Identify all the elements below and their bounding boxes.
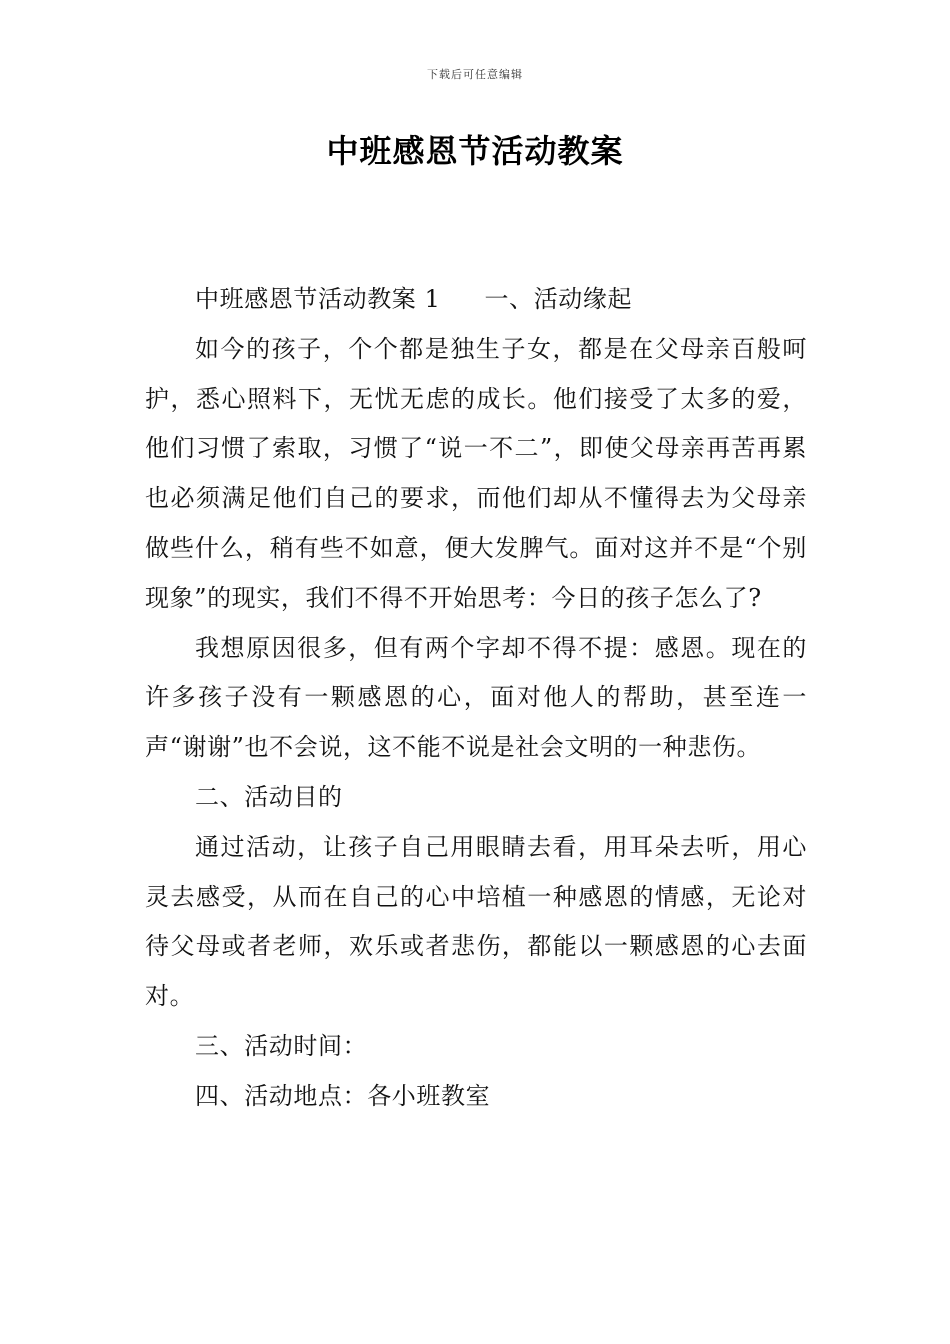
paragraph-goal: 通过活动，让孩子自己用眼睛去看，用耳朵去听，用心灵去感受，从而在自己的心中培植一种感恩的情感，无论对待父母或者老师，欢乐或者悲伤，都能以一颗感恩的心去面对。 xyxy=(145,832,807,1011)
paragraph-background: 如今的孩子，个个都是独生子女，都是在父母亲百般呵护，悉心照料下，无忧无虑的成长。他们接受了太多的爱，他们习惯了索取，习惯了“说一不二”，即使父母亲再苦再累也必须满足他们自己的要求，而他们却从不懂得去为父母亲做些什么，稍有些不如意，便大发脾气。面对这并不是“个别现象”的现实，我们不得不开始思考：今日的孩子怎么了? xyxy=(145,334,807,612)
section-heading-origin: 一、活动缘起 xyxy=(484,285,633,313)
paragraph-reason: 我想原因很多，但有两个字却不得不提：感恩。现在的许多孩子没有一颗感恩的心，面对他人的帮助，甚至连一声“谢谢”也不会说，这不能不说是社会文明的一种悲伤。 xyxy=(145,633,807,762)
section-heading-time: 三、活动时间： xyxy=(195,1031,368,1060)
document-body xyxy=(145,275,807,1122)
section-heading-goal: 二、活动目的 xyxy=(195,782,343,811)
header-note: 下载后可任意编辑 xyxy=(427,68,523,81)
lesson-plan-number: 中班感恩节活动教案 1 xyxy=(195,285,441,313)
lesson-plan-heading-line xyxy=(145,275,807,325)
document-title: 中班感恩节活动教案 xyxy=(326,132,624,170)
section-heading-location: 四、活动地点：各小班教室 xyxy=(195,1081,491,1110)
